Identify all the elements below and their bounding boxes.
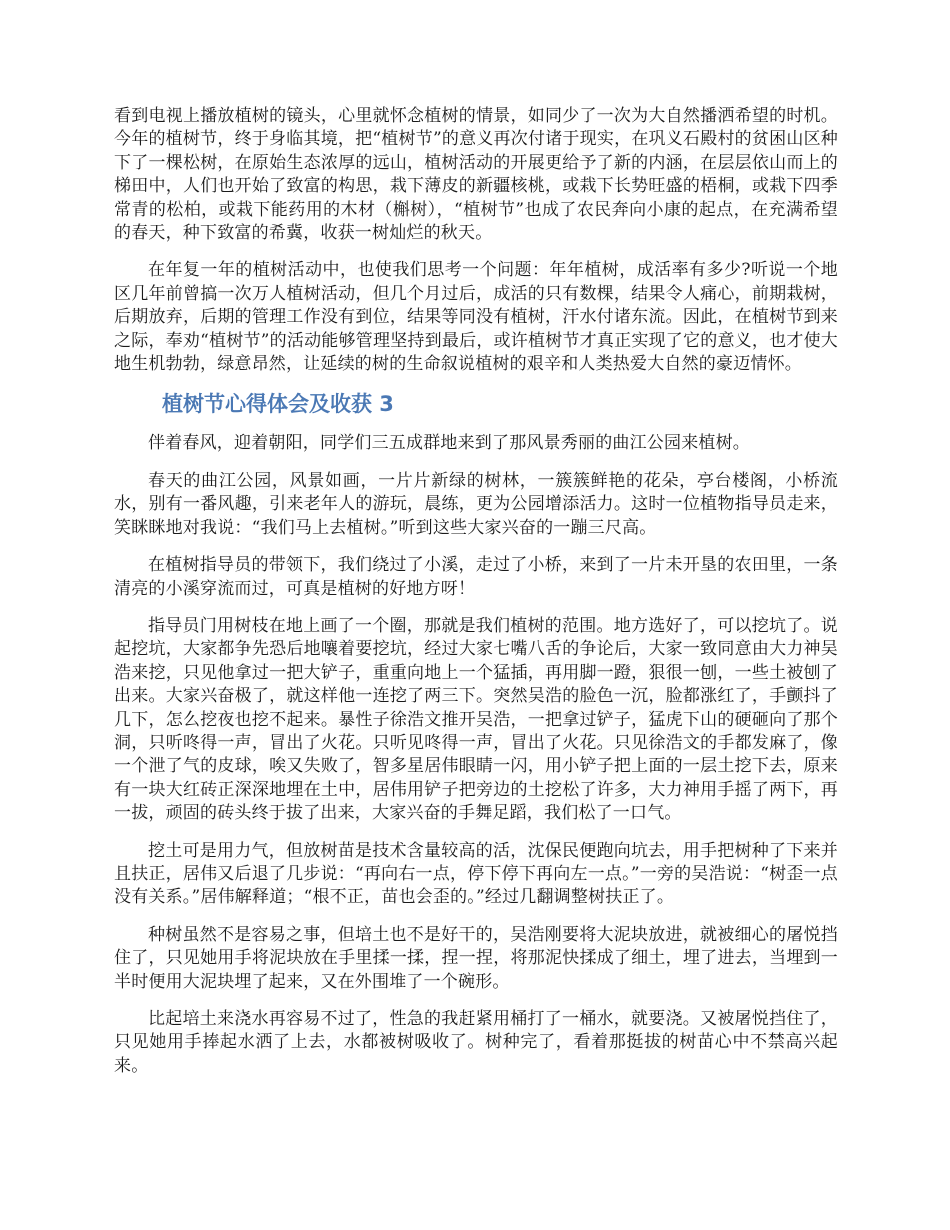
paragraph-6: 指导员门用树枝在地上画了一个圈，那就是我们植树的范围。地方选好了，可以挖坑了。说起挖坑，大家都争先恐后地嚷着要挖坑，经过大家七嘴八舌的争论后，大家一致同意由大力神吴浩来挖，只见他拿过一把大铲子，重重向地上一个猛插，再用脚一蹬，狠很一刨，一些土被刨了出来。大家兴奋极了，就这样他一连挖了两三下。突然吴浩的脸色一沉，脸都涨红了，手颤抖了几下，怎么挖夜也挖不起来。暴性子徐浩文推开吴浩，一把拿过铲子，猛虎下山的硬砸向了那个洞，只听咚得一声，冒出了火花。只听见咚得一声，冒出了火花。只见徐浩文的手都发麻了，像一个泄了气的皮球，唉又失败了，智多星居伟眼睛一闪，用小铲子把上面的一层土挖下去，原来有一块大红砖正深深地埋在土中，居伟用铲子把旁边的土挖松了许多，大力神用手摇了两下，再一拔，顽固的砖头终于拔了出来，大家兴奋的手舞足蹈，我们松了一口气。 [114,615,838,824]
paragraph-5: 在植树指导员的带领下，我们绕过了小溪，走过了小桥，来到了一片未开垦的农田里，一条清亮的小溪穿流而过，可真是植树的好地方呀！ [114,555,838,599]
document-page [114,105,838,1092]
paragraph-8: 种树虽然不是容易之事，但培土也不是好干的，吴浩刚要将大泥块放进，就被细心的屠悦挡住了，只见她用手将泥块放在手里揉一揉，捏一捏，将那泥快揉成了细土，埋了进去，当埋到一半时便用大泥块埋了起来，又在外围堆了一个碗形。 [114,924,838,992]
paragraph-4: 春天的曲江公园，风景如画，一片片新绿的树林，一簇簇鲜艳的花朵，亭台楼阁，小桥流水，别有一番风趣，引来老年人的游玩，晨练，更为公园增添活力。这时一位植物指导员走来，笑眯眯地对我说：“我们马上去植树。”听到这些大家兴奋的一蹦三尺高。 [114,470,838,538]
paragraph-2: 在年复一年的植树活动中，也使我们思考一个问题：年年植树，成活率有多少?听说一个地区几年前曾搞一次万人植树活动，但几个月过后，成活的只有数棵，结果令人痛心，前期栽树，后期放弃，后期的管理工作没有到位，结果等同没有植树，汗水付诸东流。因此，在植树节到来之际，奉劝“植树节”的活动能够管理坚持到最后，或许植树节才真正实现了它的意义，也才使大地生机勃勃，绿意昂然，让延续的树的生命叙说植树的艰辛和人类热爱大自然的豪迈情怀。 [114,260,838,375]
paragraph-3: 伴着春风，迎着朝阳，同学们三五成群地来到了那风景秀丽的曲江公园来植树。 [148,433,750,454]
section-heading: 植树节心得体会及收获 3 [162,392,394,417]
paragraph-7: 挖土可是用力气，但放树苗是技术含量较高的活，沈保民便跑向坑去，用手把树种了下来并且扶正，居伟又后退了几步说：“再向右一点，停下停下再向左一点。”一旁的吴浩说：“树歪一点没有关系。”居伟解释道；“根不正，苗也会歪的。”经过几翻调整树扶正了。 [114,840,838,908]
paragraph-1: 看到电视上播放植树的镜头，心里就怀念植树的情景，如同少了一次为大自然播洒希望的时机。今年的植树节，终于身临其境，把“植树节”的意义再次付诸于现实，在巩义石殿村的贫困山区种下了一棵松树，在原始生态浓厚的远山，植树活动的开展更给予了新的内涵，在层层依山而上的梯田中，人们也开始了致富的构思，栽下薄皮的新疆核桃，或栽下长势旺盛的梧桐，或栽下四季常青的松柏，或栽下能药用的木材（槲树），“植树节”也成了农民奔向小康的起点，在充满希望的春天，种下致富的希冀，收获一树灿烂的秋天。 [114,106,838,244]
paragraph-9: 比起培土来浇水再容易不过了，性急的我赶紧用桶打了一桶水，就要浇。又被屠悦挡住了，只见她用手捧起水洒了上去，水都被树吸收了。树种完了，看着那挺拔的树苗心中不禁高兴起来。 [114,1009,838,1076]
